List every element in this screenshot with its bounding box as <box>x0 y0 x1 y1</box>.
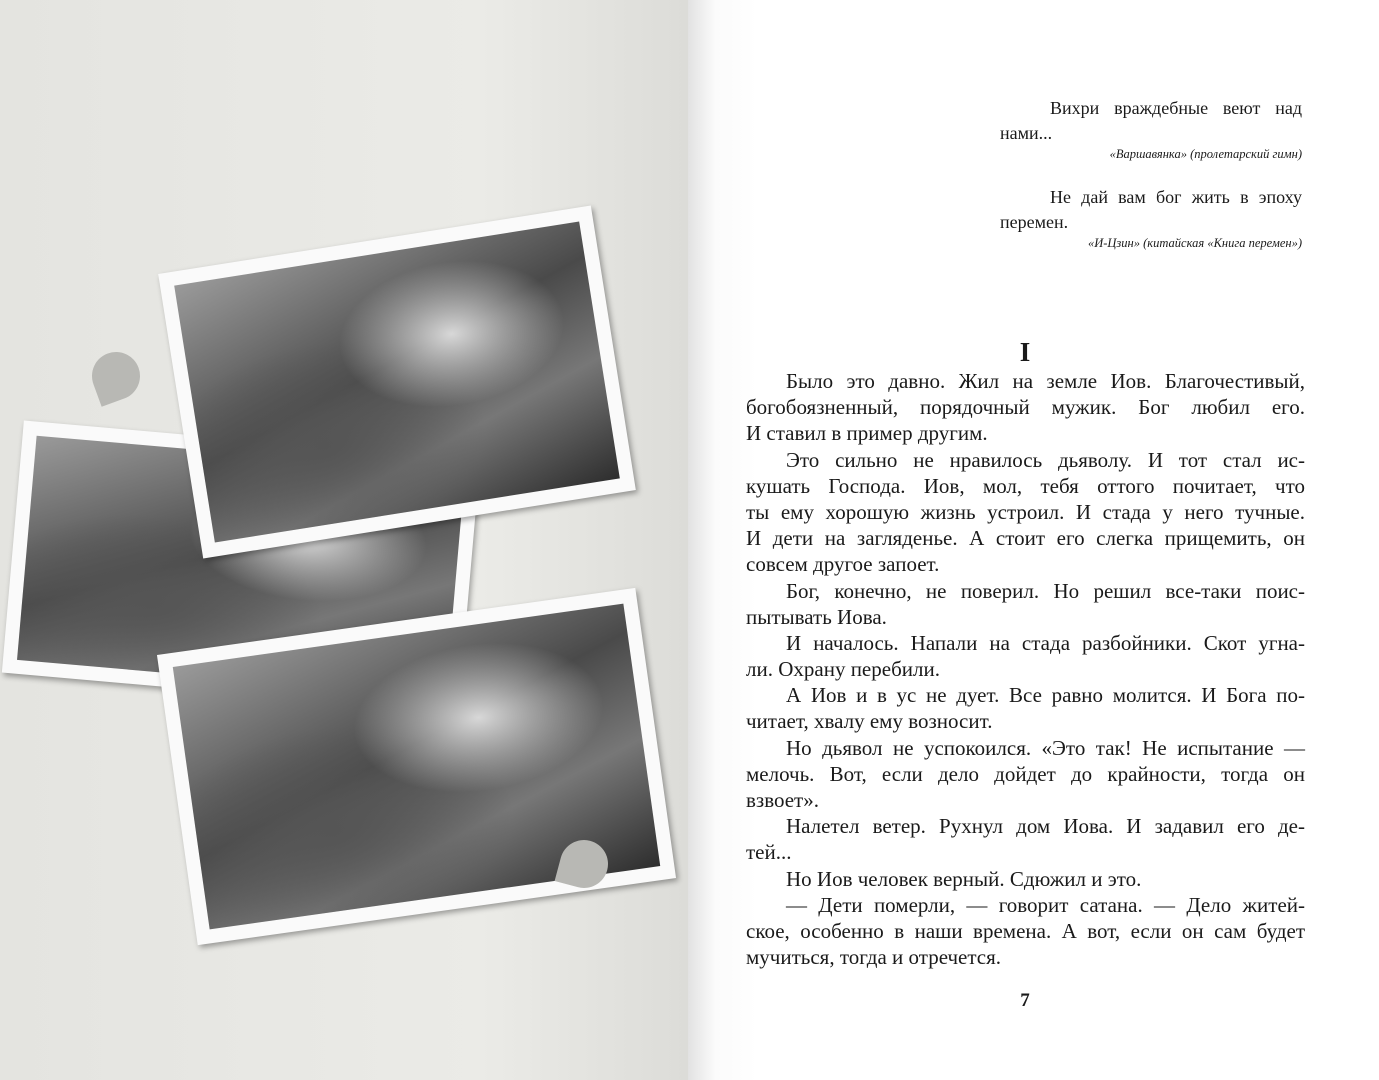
paragraph <box>746 813 1305 865</box>
chapter-heading: I <box>1019 337 1031 367</box>
paragraph <box>746 735 1305 814</box>
paragraph <box>746 447 1305 578</box>
text-line: И началось. Напали на стада разбойники. Скот угна- <box>786 630 1305 655</box>
text-line: тей... <box>746 840 792 865</box>
paragraph <box>746 682 1305 734</box>
paragraph <box>746 892 1305 971</box>
paragraph <box>746 578 1305 630</box>
text-line: ли. Охрану перебили. <box>746 657 940 682</box>
text-line: И ставил в пример другим. <box>746 421 988 446</box>
paragraph <box>746 368 1305 447</box>
paragraph <box>746 630 1305 682</box>
epigraph-1 <box>1000 96 1302 162</box>
paragraph <box>746 866 1305 892</box>
text-line: Но дьявол не успокоился. «Это так! Не испытание — <box>786 735 1305 760</box>
text-line: Но Иов человек верный. Сдюжил и это. <box>786 866 1142 891</box>
text-line: мучиться, тогда и отречется. <box>746 945 1002 970</box>
text-line: А Иов и в ус не дует. Все равно молится. И Бога по- <box>786 683 1305 708</box>
text-line: совсем другое запоет. <box>746 552 940 577</box>
text-line: Налетел ветер. Рухнул дом Иова. И задавил его де- <box>786 814 1305 839</box>
text-line: богобоязненный, порядочный мужик. Бог любил его. <box>746 395 1305 420</box>
page-number: 7 <box>1020 990 1030 1011</box>
text-line: — Дети померли, — говорит сатана. — Дело житей- <box>786 892 1305 917</box>
left-page-photo-collage <box>0 0 688 1080</box>
epigraph-quote: Вихри враждебные веют над нами... <box>1000 98 1302 143</box>
text-line: ское, особенно в наши времена. А вот, если он сам будет <box>746 918 1305 943</box>
text-line: взвоет». <box>746 788 819 812</box>
text-line: читает, хвалу ему возносит. <box>746 709 993 734</box>
epigraph-2 <box>1000 185 1302 251</box>
text-line: мелочь. Вот, если дело дойдет до крайности, тогда он <box>746 761 1305 786</box>
epigraph-source: «И-Цзин» (китайская «Книга перемен») <box>1087 236 1302 250</box>
body-text <box>746 368 1305 970</box>
text-line: кушать Господа. Иов, мол, тебя оттого почитает, что <box>746 473 1305 498</box>
text-line: пытывать Иова. <box>746 604 887 629</box>
text-line: ты ему хорошую жизнь устроил. И стада у него тучные. <box>746 499 1305 524</box>
text-line: Это сильно не нравилось дьяволу. И тот стал ис- <box>786 447 1305 472</box>
photo-crowd-in-hall <box>158 206 636 559</box>
decorative-tab <box>85 345 147 407</box>
epigraph-quote: Не дай вам бог жить в эпоху перемен. <box>1000 187 1302 232</box>
text-line: Бог, конечно, не поверил. Но решил все-таки поис- <box>786 578 1305 603</box>
text-line: Было это давно. Жил на земле Иов. Благочестивый, <box>786 369 1305 393</box>
text-line: И дети на загляденье. А стоит его слегка прищемить, он <box>746 526 1305 551</box>
epigraph-source: «Варшавянка» (пролетарский гимн) <box>1109 147 1302 161</box>
